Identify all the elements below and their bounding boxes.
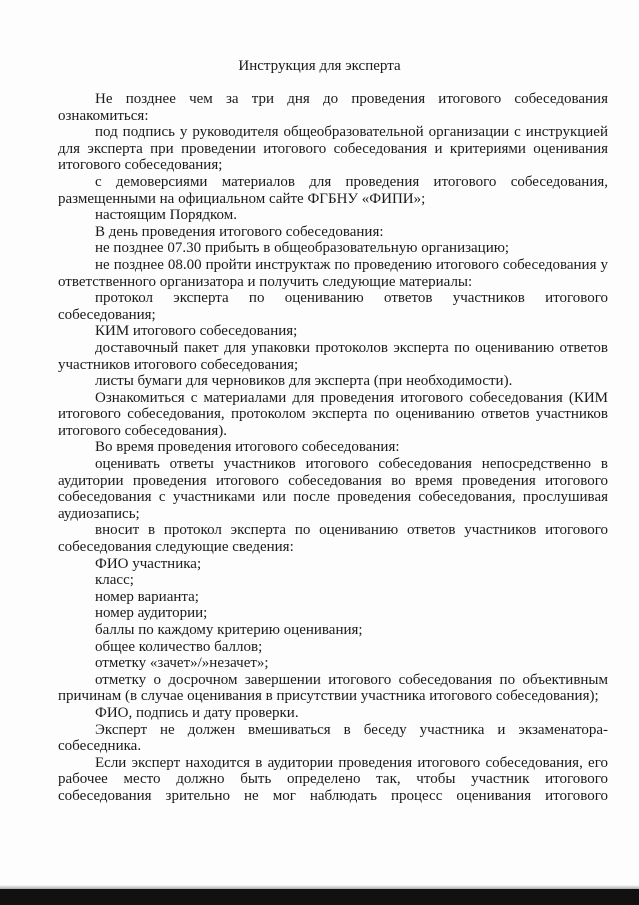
paragraph-item: листы бумаги для черновиков для эксперта (при необходимости). [95,373,513,390]
paragraph-item: Эксперт не должен вмешиваться в беседу участника и экзаменатора-собеседника. [58,721,608,755]
paragraph-item: под подпись у руководителя общеобразовательной организации с инструкцией для эксперта при проведении итогового собеседования и критериями оценивания итогового собеседования; [58,124,608,174]
paragraph-item: не позднее 07.30 прибыть в общеобразовательную организацию; [95,240,510,257]
list-item: отметку о досрочном завершении итогового собеседования по объективным причинам (в случае оценивания в присутствии участника итогового собеседования); [58,671,608,705]
paragraph-item: не позднее 08.00 пройти инструктаж по проведению итогового собеседования у ответственного организатора и получить следующие материалы: [58,256,608,290]
paragraph-heading: В день проведения итогового собеседования: [95,223,384,240]
list-item: ФИО, подпись и дату проверки. [95,704,299,721]
paragraph-heading: Во время проведения итогового собеседования: [95,439,400,456]
document-title: Инструкция для эксперта [238,58,401,74]
list-item: номер аудитории; [95,605,208,622]
list-item: баллы по каждому критерию оценивания; [95,622,363,638]
paragraph-intro: Не позднее чем за три дня до проведения итогового собеседования ознакомиться: [58,91,608,124]
paragraph-item: КИМ итогового собеседования; [95,323,298,340]
list-item: класс; [95,572,134,589]
list-item: общее количество баллов; [95,638,263,655]
list-item: отметку «зачет»/»незачет»; [95,655,269,672]
document-body [58,91,608,805]
paragraph-item: вносит в протокол эксперта по оцениванию ответов участников итогового собеседования следующие сведения: [58,522,608,556]
paragraph-item: настоящим Порядком. [95,207,237,224]
paragraph-item: Если эксперт находится в аудитории проведения итогового собеседования, его рабочее место должно быть определено так, чтобы участник итогового собеседования зрительно не мог наблюдать процесс оценивания итогового [58,754,608,804]
scan-edge-bar [0,889,639,905]
paragraph-item: протокол эксперта по оцениванию ответов участников итогового собеседования; [58,290,608,323]
list-item: номер варианта; [95,588,199,605]
paragraph-item: с демоверсиями материалов для проведения итогового собеседования, размещенными на официальном сайте ФГБНУ «ФИПИ»; [58,173,608,207]
paragraph-item: Ознакомиться с материалами для проведения итогового собеседования (КИМ итогового собеседования, протоколом эксперта по оцениванию ответов участников итогового собеседования). [58,389,608,439]
list-item: ФИО участника; [95,555,202,572]
paragraph-item: оценивать ответы участников итогового собеседования непосредственно в аудитории проведения итогового собеседования во время проведения итогового собеседования с участниками или после проведения собеседования, прослушивая аудиозапись; [58,456,608,522]
paragraph-item: доставочный пакет для упаковки протоколов эксперта по оцениванию ответов участников итогового собеседования; [58,339,608,373]
